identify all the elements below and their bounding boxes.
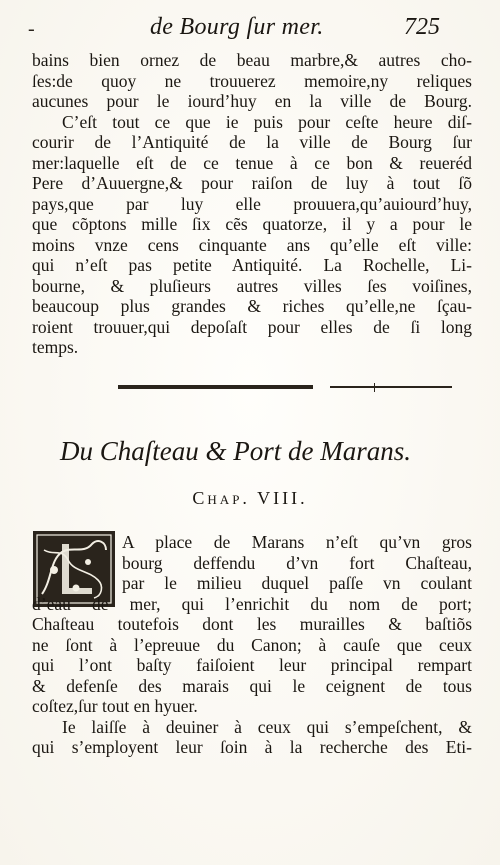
text-line: moins vnze cens cinquante ans qu’elle eſt ville: bbox=[32, 234, 472, 255]
text-line: que cõptons mille ſix cẽs quatorze, il y a pour le bbox=[32, 214, 472, 234]
header-mark: - bbox=[28, 18, 35, 40]
text-line: qui l’ont baſty faiſoient leur principal rempart bbox=[32, 655, 472, 675]
running-header bbox=[0, 12, 500, 46]
text-line: beaucoup plus grandes & riches qu’elle,ne ſçau- bbox=[32, 296, 472, 316]
text-line: bourne, & pluſieurs autres villes ſes voiſines, bbox=[32, 275, 472, 296]
running-title: de Bourg ſur mer. bbox=[150, 14, 324, 40]
page-number: 725 bbox=[404, 14, 440, 40]
text-line: ſes:de quoy ne trouuerez memoire,ny reliques bbox=[32, 70, 472, 91]
text-line: mer:laquelle eſt de ce tenue à ce bon & reueréd bbox=[32, 152, 472, 173]
text-line: ne ſont à l’epreuue du Canon; à cauſe que ceux bbox=[32, 634, 472, 655]
section-divider-right bbox=[330, 386, 452, 388]
text-line: par le milieu duquel paſſe vn coulant bbox=[122, 573, 472, 593]
chapter-number: Chap. VIII. bbox=[192, 488, 308, 508]
text-line: A place de Marans n’eſt qu’vn gros bbox=[122, 532, 472, 552]
text-line: roient trouuer,qui depoſaſt pour elles de ſi long bbox=[32, 316, 472, 337]
text-line: qui s’employent leur ſoin à la recherche des Eti- bbox=[32, 737, 472, 757]
text-line: & defenſe des marais qui le ceignent de tous bbox=[32, 675, 472, 696]
text-line: Chaſteau toutefois dont les murailles & baſtiõs bbox=[32, 614, 472, 634]
text-line: Pere d’Auuergne,& pour raiſon de luy à tout ſõ bbox=[32, 173, 472, 193]
text-line: bourg deffendu d’vn fort Chaſteau, bbox=[122, 552, 472, 573]
text-line: Ie laiſſe à deuiner à ceux qui s’empeſchent, & bbox=[62, 716, 472, 737]
chapter-title: Du Chaſteau & Port de Marans. bbox=[60, 436, 411, 466]
text-line: coſtez,ſur tout en hyuer. bbox=[32, 696, 198, 716]
text-line: aucunes pour le iourd’huy en la ville de Bourg. bbox=[32, 91, 472, 111]
text-line: qui n’eſt pas petite Antiquité. La Rochelle, Li- bbox=[32, 255, 472, 275]
text-line: courir de l’Antiquité de la ville de Bourg ſur bbox=[32, 132, 472, 152]
text-line: d’eau de mer, qui l’enrichit du nom de port; bbox=[32, 593, 472, 614]
text-line: temps. bbox=[32, 337, 79, 357]
paragraph-bourg bbox=[32, 50, 472, 358]
paragraph-marans bbox=[32, 532, 472, 758]
section-divider bbox=[118, 385, 313, 389]
text-line: pays,que par luy elle prouuera,qu’auiourd’huy, bbox=[32, 193, 472, 214]
text-line: C’eſt tout ce que ie puis pour ceſte heure diſ- bbox=[62, 111, 472, 132]
text-line: bains bien ornez de beau marbre,& autres cho- bbox=[32, 50, 472, 70]
